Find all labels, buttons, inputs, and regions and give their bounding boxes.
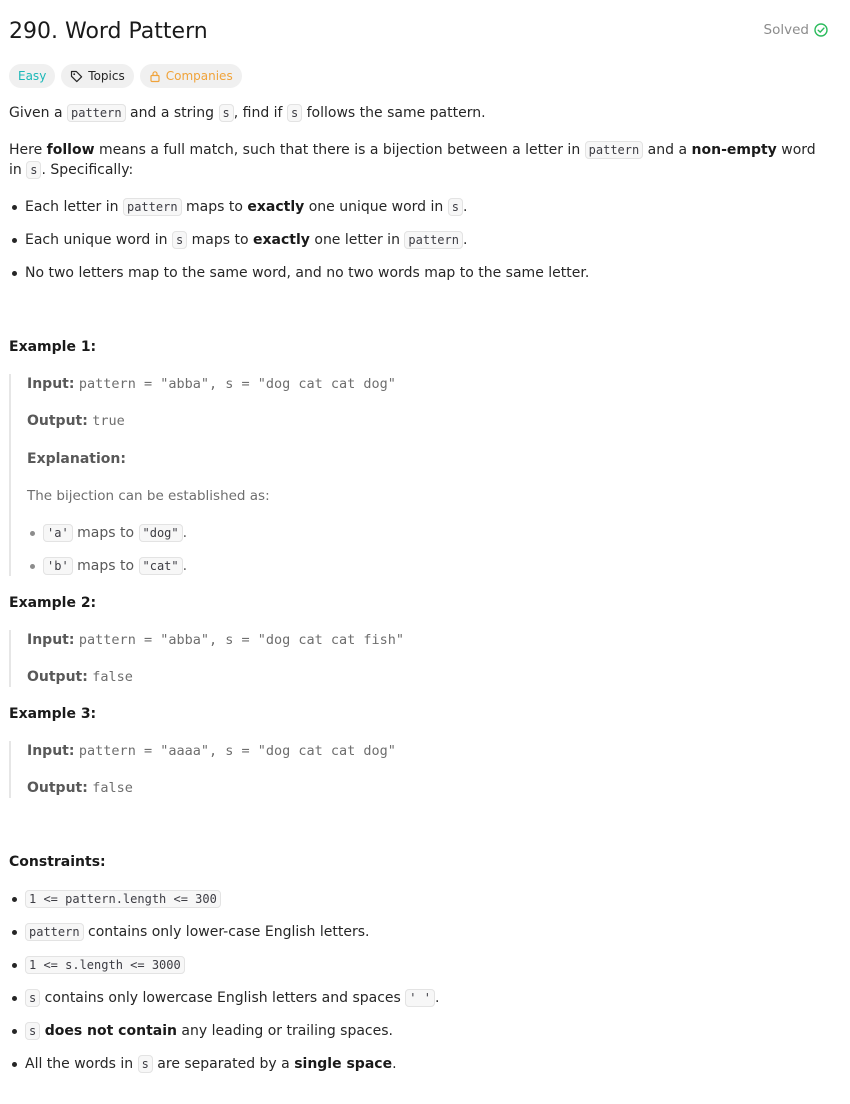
solved-label: Solved	[763, 22, 809, 38]
input-value: pattern = "abba", s = "dog cat cat dog"	[78, 376, 396, 392]
inline-code: s	[26, 161, 41, 179]
text: follows the same pattern.	[302, 105, 486, 121]
list-item	[43, 523, 828, 543]
inline-code: s	[287, 104, 302, 122]
example-output	[27, 667, 828, 687]
lock-icon	[149, 70, 161, 83]
text: . Specifically:	[41, 162, 134, 178]
inline-code: s	[25, 1022, 40, 1040]
text: .	[182, 558, 188, 574]
tag-bar	[9, 64, 828, 88]
example-2-heading: Example 2:	[9, 595, 97, 611]
text: No two letters map to the same word, and no two words map to the same letter.	[25, 265, 590, 281]
list-item	[25, 922, 828, 942]
inline-code: 'b'	[43, 557, 73, 575]
text: maps to	[181, 199, 248, 215]
text: maps to	[72, 525, 139, 541]
solved-status	[764, 22, 828, 38]
text: .	[462, 232, 468, 248]
text: .	[434, 990, 440, 1006]
list-item	[25, 955, 828, 975]
input-label: Input:	[27, 632, 75, 648]
inline-code: pattern	[123, 198, 182, 216]
output-value: false	[92, 780, 133, 796]
inline-code: s	[25, 989, 40, 1007]
text: contains only lower-case English letters.	[83, 924, 370, 940]
title-row	[9, 0, 828, 64]
inline-code: pattern	[25, 923, 84, 941]
list-item	[25, 988, 828, 1008]
bold-text: exactly	[247, 199, 305, 215]
bold-text: exactly	[253, 232, 310, 248]
output-value: false	[92, 669, 133, 685]
text: Given a	[9, 105, 67, 121]
list-item	[25, 1054, 828, 1074]
constraints-heading: Constraints:	[9, 854, 106, 870]
text: Each letter in	[25, 199, 123, 215]
list-item	[25, 197, 828, 217]
inline-code: pattern	[585, 141, 644, 159]
list-item	[25, 230, 828, 250]
text: contains only lowercase English letters and spaces	[40, 990, 406, 1006]
bold-text: single space	[294, 1056, 393, 1072]
text: maps to	[187, 232, 254, 248]
explanation-text: The bijection can be established as:	[27, 488, 270, 504]
inline-code: pattern	[67, 104, 126, 122]
example-1	[9, 374, 828, 576]
mapping-list	[27, 523, 828, 576]
inline-code: 1 <= s.length <= 3000	[25, 956, 185, 974]
text: means a full match, such that there is a bijection between a letter in	[94, 142, 585, 158]
inline-code: s	[219, 104, 234, 122]
text: any leading or trailing spaces.	[176, 1023, 393, 1039]
text: .	[182, 525, 188, 541]
example-3	[9, 741, 828, 798]
example-3-heading: Example 3:	[9, 706, 97, 722]
input-label: Input:	[27, 743, 75, 759]
text: .	[392, 1056, 397, 1072]
text: and a string	[125, 105, 219, 121]
bold-text: does not contain	[44, 1023, 177, 1039]
inline-code: s	[172, 231, 187, 249]
inline-code: s	[448, 198, 463, 216]
input-label: Input:	[27, 376, 75, 392]
inline-code: "dog"	[139, 524, 183, 542]
companies-tag[interactable]	[140, 64, 242, 88]
rules-list	[9, 197, 828, 283]
list-item	[25, 889, 828, 909]
tag-icon	[70, 70, 83, 83]
text: Each unique word in	[25, 232, 172, 248]
example-input	[27, 630, 828, 650]
constraints-list	[9, 889, 828, 1074]
inline-code: pattern	[404, 231, 463, 249]
example-input	[27, 374, 828, 394]
text: Here	[9, 142, 47, 158]
text: are separated by a	[152, 1056, 295, 1072]
example-output	[27, 778, 828, 798]
output-label: Output:	[27, 413, 88, 429]
text: maps to	[72, 558, 139, 574]
inline-code: 1 <= pattern.length <= 300	[25, 890, 221, 908]
inline-code: 'a'	[43, 524, 73, 542]
topics-tag[interactable]	[61, 64, 133, 88]
example-explanation	[27, 449, 828, 469]
text: All the words in	[25, 1056, 138, 1072]
output-label: Output:	[27, 780, 88, 796]
inline-code: ' '	[405, 989, 435, 1007]
example-1-heading: Example 1:	[9, 339, 97, 355]
example-output	[27, 411, 828, 431]
text: word in	[9, 142, 816, 178]
example-input	[27, 741, 828, 761]
text: and a	[643, 142, 692, 158]
inline-code: "cat"	[139, 557, 183, 575]
text: .	[462, 199, 468, 215]
text: one unique word in	[304, 199, 448, 215]
inline-code: s	[138, 1055, 153, 1073]
output-label: Output:	[27, 669, 88, 685]
output-value: true	[92, 413, 125, 429]
bold-text: follow	[46, 142, 95, 158]
intro-paragraph	[9, 103, 828, 123]
problem-title: 290. Word Pattern	[9, 19, 208, 44]
example-2	[9, 630, 828, 687]
check-circle-icon	[814, 23, 828, 37]
bold-text: non-empty	[691, 142, 777, 158]
input-value: pattern = "aaaa", s = "dog cat cat dog"	[78, 743, 396, 759]
input-value: pattern = "abba", s = "dog cat cat fish"	[78, 632, 405, 648]
text: , find if	[233, 105, 287, 121]
difficulty-badge: Easy	[9, 64, 55, 88]
text: one letter in	[309, 232, 405, 248]
explanation-label: Explanation:	[27, 451, 126, 467]
topics-label: Topics	[88, 69, 125, 83]
definition-paragraph	[9, 140, 828, 180]
list-item	[25, 263, 828, 283]
companies-label: Companies	[165, 69, 233, 83]
list-item	[25, 1021, 828, 1041]
list-item	[43, 556, 828, 576]
